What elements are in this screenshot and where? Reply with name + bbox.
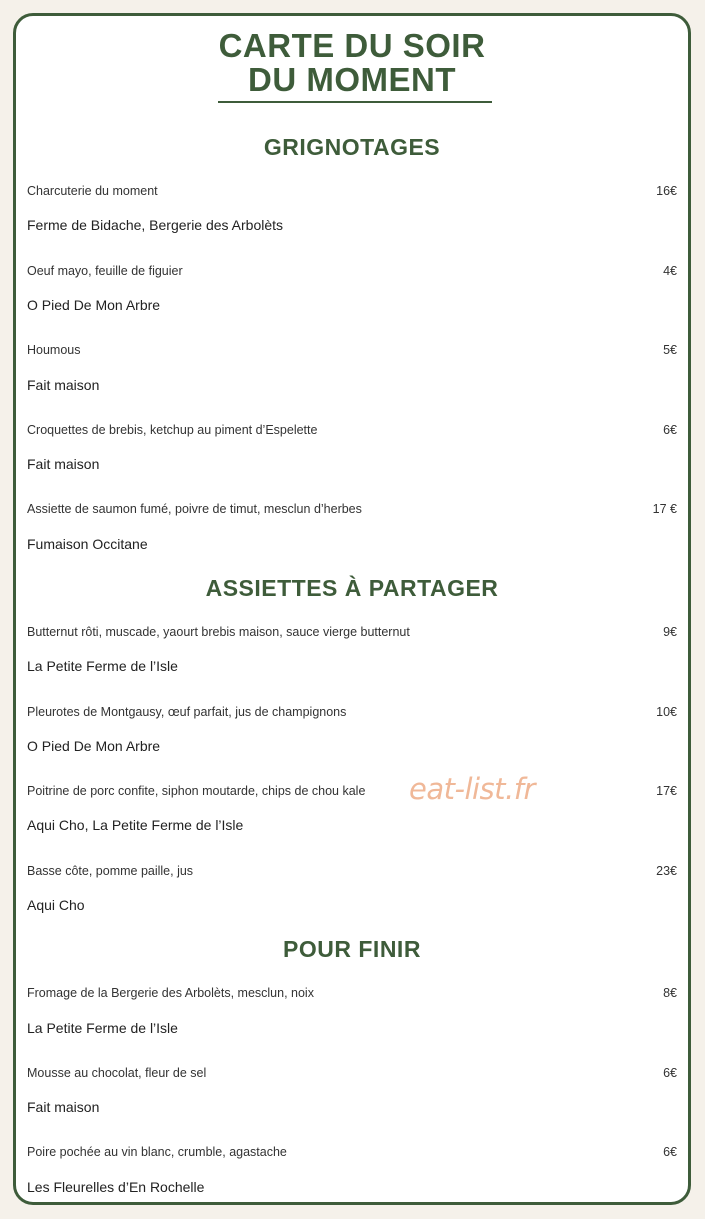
item-price: 17€ [656,784,677,798]
item-source: Fait maison [27,456,100,472]
title-divider [218,101,492,103]
item-price: 16€ [656,184,677,198]
item-name: Charcuterie du moment [27,184,158,198]
menu-title [16,29,688,97]
item-source: La Petite Ferme de l’Isle [27,1020,178,1036]
item-source: O Pied De Mon Arbre [27,738,161,754]
item-price: 6€ [663,1145,677,1159]
section-title-pour-finir: POUR FINIR [283,936,421,962]
item-name: Assiette de saumon fumé, poivre de timut, mesclun d’herbes [27,502,362,516]
item-name: Oeuf mayo, feuille de figuier [27,264,183,278]
item-source: La Petite Ferme de l’Isle [27,658,178,674]
item-source: Aqui Cho [27,897,85,913]
item-name: Mousse au chocolat, fleur de sel [27,1066,207,1080]
item-price: 23€ [656,864,677,878]
item-name: Pleurotes de Montgausy, œuf parfait, jus de champignons [27,705,347,719]
item-name: Houmous [27,343,81,357]
item-name: Butternut rôti, muscade, yaourt brebis maison, sauce vierge butternut [27,625,410,639]
section-title-assiettes-a-partager: ASSIETTES À PARTAGER [205,575,499,601]
item-name: Croquettes de brebis, ketchup au piment d’Espelette [27,423,318,437]
item-source: Fumaison Occitane [27,536,148,552]
item-name: Basse côte, pomme paille, jus [27,864,194,878]
item-price: 6€ [663,1066,677,1080]
item-source: Ferme de Bidache, Bergerie des Arbolèts [27,217,284,233]
item-source: Fait maison [27,1099,100,1115]
item-price: 4€ [663,264,677,278]
item-name: Poire pochée au vin blanc, crumble, agastache [27,1145,287,1159]
item-price: 9€ [663,625,677,639]
item-source: Aqui Cho, La Petite Ferme de l’Isle [27,817,244,833]
item-source: Les Fleurelles d’En Rochelle [27,1179,205,1195]
menu-title-line-2: DU MOMENT [248,61,456,98]
item-name: Fromage de la Bergerie des Arbolèts, mesclun, noix [27,986,314,1000]
item-price: 10€ [656,705,677,719]
menu-card [13,13,691,1205]
item-price: 5€ [663,343,677,357]
section-title-grignotages: GRIGNOTAGES [263,134,441,160]
watermark: eat-list.fr [409,772,535,806]
item-price: 17 € [652,502,677,516]
item-source: O Pied De Mon Arbre [27,297,161,313]
item-price: 6€ [663,423,677,437]
item-source: Fait maison [27,377,100,393]
item-name: Poitrine de porc confite, siphon moutarde, chips de chou kale [27,784,366,798]
item-price: 8€ [663,986,677,1000]
menu-title-line-1: CARTE DU SOIR [218,27,486,64]
